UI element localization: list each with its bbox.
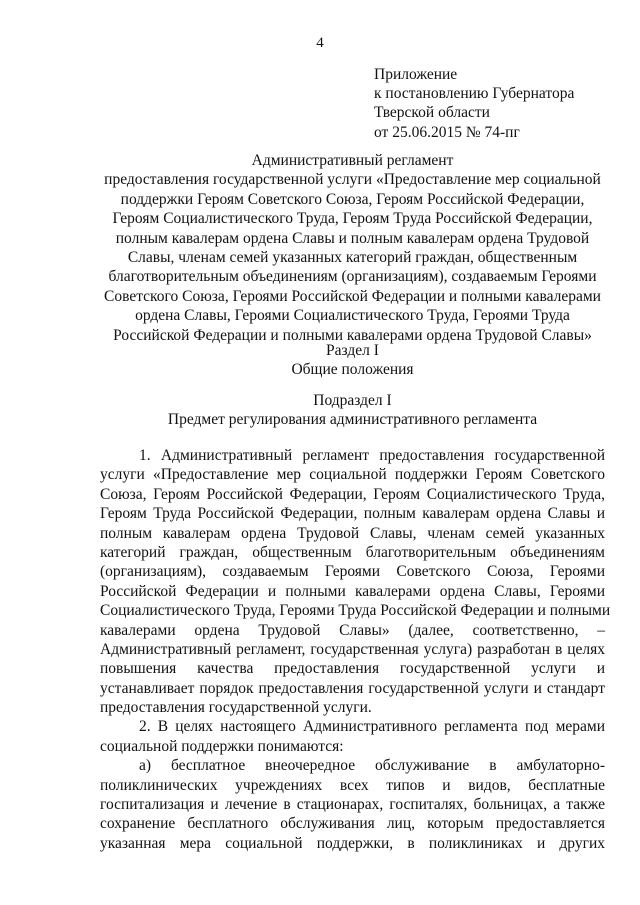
section-label: Раздел I [326, 342, 379, 359]
title-line: Советского Союза, Героями Российской Федерации и полными кавалерами [104, 287, 601, 305]
text-line: сохранение бесплатного обслуживания лиц, которым предоставляется [100, 815, 605, 833]
text-line: категорий граждан, общественным благотворительным объединениям [100, 543, 605, 561]
text-line: повышения качества предоставления государственной услуги и [100, 660, 605, 678]
regulation-title [100, 151, 605, 345]
paragraph-2 [100, 717, 605, 756]
title-line: благотворительным объединениям (организациям), создаваемым Героями [108, 268, 597, 286]
text-line: поликлинических учреждениях всех типов и видов, бесплатные [100, 776, 605, 794]
appendix-line: к постановлению Губернатора [374, 85, 575, 103]
text-line: кавалерами ордена Трудовой Славы» (далее, соответственно, – [100, 621, 605, 639]
title-line: полным кавалерам ордена Славы и полным кавалерам ордена Трудовой [115, 229, 590, 247]
text-line: Социалистического Труда, Героями Труда Российской Федерации и полными [100, 602, 611, 620]
subsection-name: Предмет регулирования административного регламента [167, 411, 538, 429]
text-line: (организациям), создаваемым Героями Советского Союза, Героями [100, 563, 605, 581]
section-heading [100, 341, 605, 380]
page-number: 4 [316, 35, 324, 51]
subsection-heading [100, 391, 605, 430]
title-line: поддержки Героям Советского Союза, Героям Российской Федерации, [120, 190, 585, 208]
text-line: полным кавалерам ордена Трудовой Славы, членам семей указанных [100, 524, 605, 542]
text-line: Административный регламент, государственная услуга) разработан в целях [100, 640, 605, 658]
text-line: указанная мера социальной поддержки, в поликлиниках и других [100, 834, 605, 852]
appendix-header [374, 65, 624, 142]
appendix-line: от 25.06.2015 № 74-пг [374, 123, 520, 141]
text-line: 1. Административный регламент предоставления государственной [139, 447, 605, 464]
title-heading: Административный регламент [251, 152, 454, 169]
body-text [100, 446, 611, 853]
text-line: 2. В целях настоящего Административного регламента под мерами [139, 718, 605, 736]
section-name: Общие положения [291, 361, 414, 379]
text-line: Героям Труда Российской Федерации, полным кавалерам ордена Славы и [100, 505, 605, 523]
title-line: Героям Социалистического Труда, Героям Труда Российской Федерации, [112, 210, 593, 228]
subsection-label: Подраздел I [313, 392, 392, 409]
text-line: предоставления государственной услуги. [100, 699, 372, 717]
paragraph-3 [100, 756, 605, 853]
title-line: предоставления государственной услуги «Предоставление мер социальной [104, 171, 601, 189]
text-line: устанавливает порядок предоставления государственной услуги и стандарт [100, 679, 605, 697]
text-line: госпитализация и лечение в стационарах, госпиталях, больницах, а также [100, 796, 605, 814]
text-line: Союза, Героям Российской Федерации, Героям Социалистического Труда, [100, 485, 605, 503]
appendix-line: Тверской области [374, 104, 490, 122]
appendix-line: Приложение [374, 66, 458, 83]
title-line: Российской Федерации и полными кавалерами ордена Трудовой Славы» [113, 326, 592, 344]
text-line: а) бесплатное внеочередное обслуживание в амбулаторно- [139, 757, 605, 775]
text-line: социальной поддержки понимаются: [100, 737, 344, 755]
paragraph-1 [100, 446, 611, 717]
title-line: ордена Славы, Героями Социалистического Труда, Героями Труда [135, 307, 570, 325]
title-line: Славы, членам семей указанных категорий граждан, общественным [127, 249, 578, 267]
text-line: услуги «Предоставление мер социальной поддержки Героям Советского [100, 466, 605, 484]
text-line: Российской Федерации и полными кавалерами ордена Славы, Героями [100, 582, 605, 600]
